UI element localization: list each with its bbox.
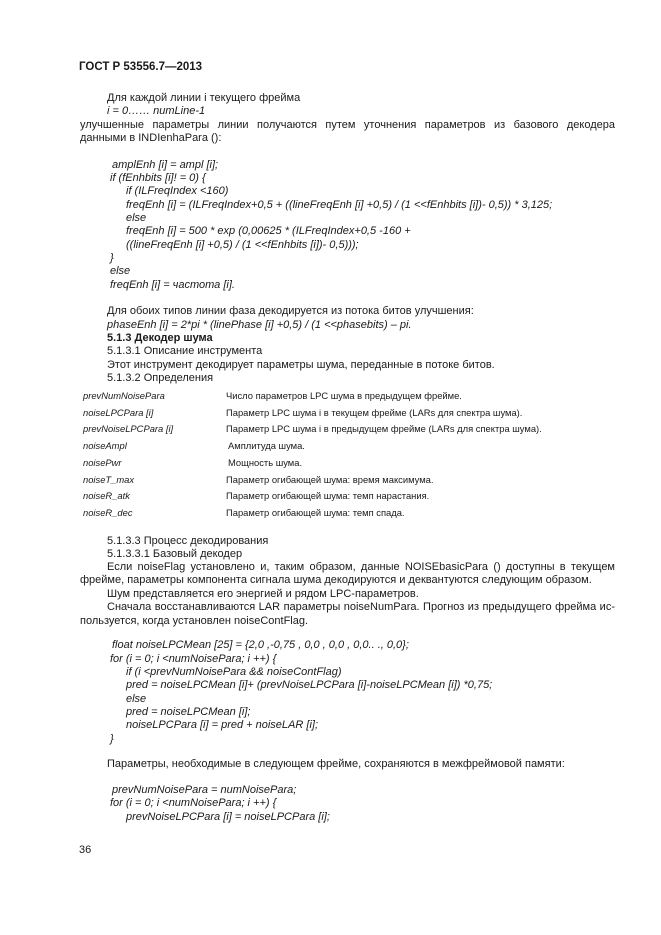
code-line: freqEnh [i] = (ILFreqIndex+0,5 + ((lineFreqEnh [i] +0,5) / (1 <<fEnhbits [i])- 0,5)) * 3,125; [126,199,553,211]
definition-term: noiseT_max [83,474,135,485]
definition-desc: Амплитуда шума. [228,440,305,451]
definition-term: noiseLPCPara [i] [83,407,154,418]
definition-term: noiseAmpl [83,440,127,451]
code-line: amplEnh [i] = ampl [i]; [112,159,219,171]
definition-desc: Параметр LPC шума i в текущем фрейме (LARs для спектра шума). [226,407,523,418]
paragraph-line: фрейме, параметры компонента сигнала шума декодируются и деквантуются следующим образом. [80,574,592,586]
definition-term: noiseR_atk [83,490,130,501]
code-line: pred = noiseLPCMean [i]; [126,706,251,718]
paragraph-line: Если noiseFlag установлено и, таким образом, данные NOISEbasicPara () доступны в текущем [107,561,615,573]
subsection-heading: 5.1.3.3.1 Базовый декодер [107,548,243,560]
subsection-heading: 5.1.3.2 Определения [107,372,214,384]
code-line: freqEnh [i] = частота [i]. [110,279,235,291]
subsection-heading: 5.1.3.1 Описание инструмента [107,345,263,357]
loop-range: i = 0…… numLine-1 [107,105,206,117]
code-line: else [110,265,131,277]
definition-term: prevNoiseLPCPara [i] [83,423,174,434]
code-line: prevNumNoisePara = numNoisePara; [112,784,297,796]
code-line: for (i = 0; i <numNoisePara; i ++) { [110,797,277,809]
code-line: pred = noiseLPCMean [i]+ (prevNoiseLPCPara [i]-noiseLPCMean [i]) *0,75; [126,679,493,691]
code-line: prevNoiseLPCPara [i] = noiseLPCPara [i]; [126,811,330,823]
definition-desc: Число параметров LPC шума в предыдущем фрейме. [226,390,462,401]
definition-desc: Мощность шума. [228,457,303,468]
code-line: if (i <prevNumNoisePara && noiseContFlag) [126,666,342,678]
paragraph-line: Этот инструмент декодирует параметры шума, переданные в потоке битов. [107,359,495,371]
code-line: freqEnh [i] = 500 * exp (0,00625 * (ILFreqIndex+0,5 -160 + [126,225,411,237]
code-line: if (ILFreqIndex <160) [126,185,229,197]
paragraph-line: Параметры, необходимые в следующем фрейме, сохраняются в межфреймовой памяти: [107,758,565,770]
paragraph-line: данными в INDIenhaPara (): [80,132,222,144]
definition-desc: Параметр огибающей шума: время максимума. [226,474,434,485]
paragraph-line: Шум представляется его энергией и рядом LPC-параметров. [107,588,419,600]
subsection-heading: 5.1.3.3 Процесс декодирования [107,535,269,547]
code-line: noiseLPCPara [i] = pred + noiseLAR [i]; [126,719,318,731]
paragraph-line: Для обоих типов линии фаза декодируется из потока битов улучшения: [107,305,474,317]
definition-term: noiseR_dec [83,507,133,518]
section-heading: 5.1.3 Декодер шума [107,332,213,344]
code-line: } [110,252,114,264]
paragraph-line: пользуется, когда установлен noiseContFlag. [80,615,309,627]
code-line: ((lineFreqEnh [i] +0,5) / (1 <<fEnhbits [i])- 0,5))); [126,239,359,251]
page-number: 36 [79,844,92,856]
definition-desc: Параметр огибающей шума: темп нарастания. [226,490,430,501]
definition-desc: Параметр огибающей шума: темп спада. [226,507,405,518]
definition-term: noisePwr [83,457,122,468]
code-line: else [126,212,147,224]
code-line: for (i = 0; i <numNoisePara; i ++) { [110,653,277,665]
paragraph-line: улучшенные параметры линии получаются путем уточнения параметров из базового декодера [80,119,615,131]
code-line: if (fEnhbits [i]! = 0) { [110,172,206,184]
definition-desc: Параметр LPC шума i в предыдущем фрейме (LARs для спектра шума). [226,423,542,434]
document-header: ГОСТ Р 53556.7—2013 [79,61,203,73]
paragraph-line: Для каждой линии i текущего фрейма [107,92,301,104]
definition-term: prevNumNoisePara [83,390,165,401]
code-line: else [126,693,147,705]
code-line: } [110,733,114,745]
code-line: float noiseLPCMean [25] = {2,0 ,-0,75 , 0,0 , 0,0 , 0,0.. ., 0,0}; [112,639,409,651]
formula-line: phaseEnh [i] = 2*pi * (linePhase [i] +0,5) / (1 <<phasebits) – pi. [107,319,412,331]
paragraph-line: Сначала восстанавливаются LAR параметры noiseNumPara. Прогноз из предыдущего фрейма ис- [107,601,615,613]
